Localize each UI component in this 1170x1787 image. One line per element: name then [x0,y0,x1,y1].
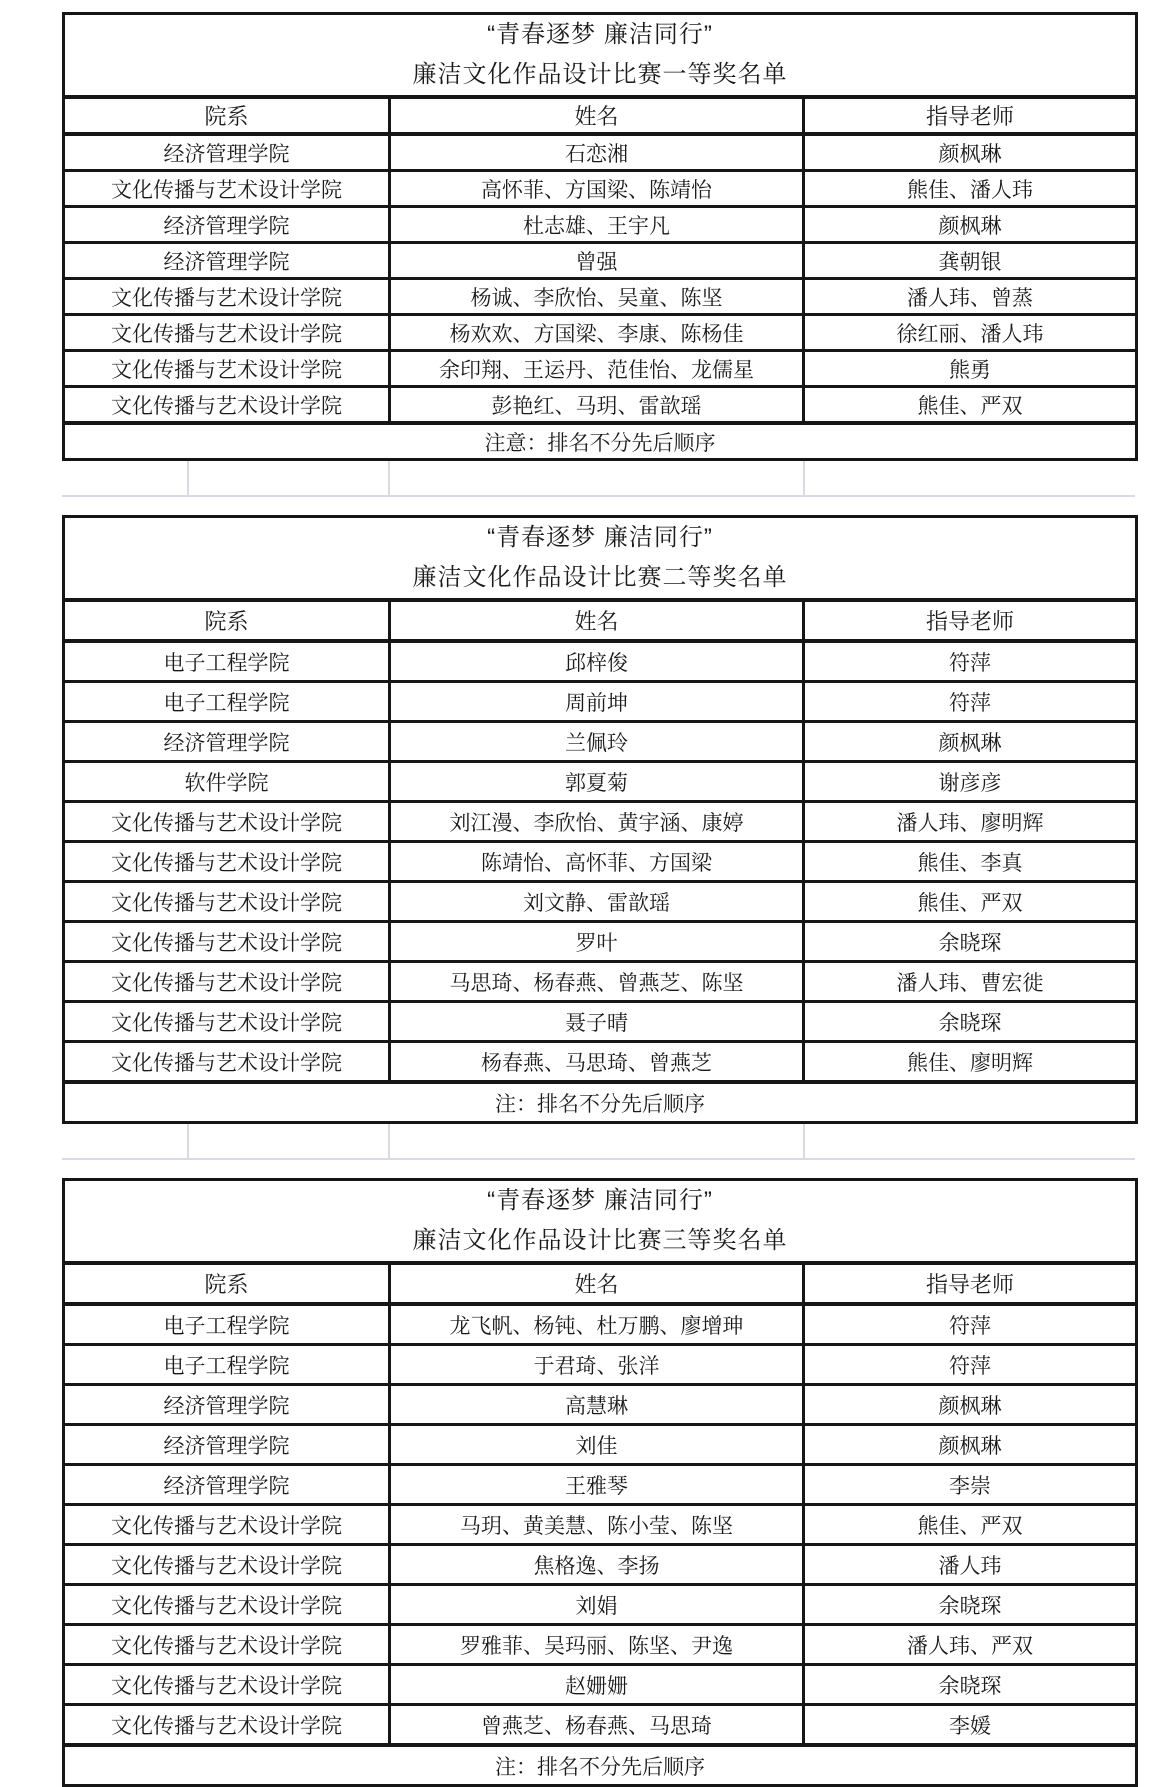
teacher-cell: 熊佳、严双 [804,1505,1137,1545]
column-header: 指导老师 [804,600,1137,641]
department-cell: 经济管理学院 [64,722,390,762]
names-cell: 罗雅菲、吴玛丽、陈坚、尹逸 [390,1625,804,1665]
table-title-line1: “青春逐梦 廉洁同行” [487,21,713,48]
table-row [64,1505,1137,1545]
department-cell: 文化传播与艺术设计学院 [64,922,390,962]
teacher-cell: 颜枫琳 [804,722,1137,762]
table-row [64,1625,1137,1665]
spreadsheet-gap-strip [62,461,1135,497]
names-cell: 赵姗姗 [390,1665,804,1705]
column-header: 院系 [64,97,390,134]
names-cell: 王雅琴 [390,1465,804,1505]
teacher-cell: 熊佳、严双 [804,882,1137,922]
teacher-cell: 潘人玮、廖明辉 [804,802,1137,842]
names-cell: 杨春燕、马思琦、曾燕芝 [390,1042,804,1083]
title-row [64,14,1137,98]
department-cell: 文化传播与艺术设计学院 [64,882,390,922]
teacher-cell: 颜枫琳 [804,134,1137,171]
teacher-cell: 符萍 [804,682,1137,722]
table-footnote: 注意：排名不分先后顺序 [64,423,1137,460]
department-cell: 文化传播与艺术设计学院 [64,279,390,315]
department-cell: 电子工程学院 [64,682,390,722]
spreadsheet-gap-strip [62,1124,1135,1160]
teacher-cell: 余晓琛 [804,1585,1137,1625]
names-cell: 刘文静、雷歆瑶 [390,882,804,922]
table-row [64,641,1137,682]
table-row [64,1465,1137,1505]
names-cell: 石恋湘 [390,134,804,171]
table-row [64,882,1137,922]
header-row [64,600,1137,641]
award-table-second-prize [62,515,1135,1124]
teacher-cell: 符萍 [804,1345,1137,1385]
table-footnote: 注：排名不分先后顺序 [64,1745,1137,1786]
department-cell: 文化传播与艺术设计学院 [64,171,390,207]
table-row [64,1002,1137,1042]
table-row [64,171,1137,207]
table-row [64,1425,1137,1465]
department-cell: 经济管理学院 [64,207,390,243]
department-cell: 文化传播与艺术设计学院 [64,1505,390,1545]
teacher-cell: 余晓琛 [804,922,1137,962]
header-row [64,97,1137,134]
table-row [64,922,1137,962]
names-cell: 焦格逸、李扬 [390,1545,804,1585]
department-cell: 文化传播与艺术设计学院 [64,1042,390,1083]
department-cell: 文化传播与艺术设计学院 [64,962,390,1002]
names-cell: 马思琦、杨春燕、曾燕芝、陈坚 [390,962,804,1002]
table-row [64,351,1137,387]
names-cell: 高怀菲、方国梁、陈靖怡 [390,171,804,207]
table-row [64,1385,1137,1425]
title-row [64,517,1137,601]
table-title-line2: 廉洁文化作品设计比赛一等奖名单 [412,61,788,88]
department-cell: 经济管理学院 [64,1425,390,1465]
table-footnote: 注：排名不分先后顺序 [64,1082,1137,1123]
department-cell: 文化传播与艺术设计学院 [64,315,390,351]
table-row [64,134,1137,171]
teacher-cell: 谢彦彦 [804,762,1137,802]
department-cell: 文化传播与艺术设计学院 [64,802,390,842]
names-cell: 于君琦、张洋 [390,1345,804,1385]
teacher-cell: 熊勇 [804,351,1137,387]
faint-gridline [388,461,390,495]
names-cell: 杜志雄、王宇凡 [390,207,804,243]
table-row [64,1345,1137,1385]
award-grid [62,12,1138,461]
award-grid [62,1178,1138,1787]
table-title [64,1180,1137,1264]
title-row [64,1180,1137,1264]
column-header: 姓名 [390,97,804,134]
table-row [64,243,1137,279]
faint-gridline [187,461,189,495]
department-cell: 文化传播与艺术设计学院 [64,1002,390,1042]
column-header: 姓名 [390,600,804,641]
department-cell: 文化传播与艺术设计学院 [64,842,390,882]
teacher-cell: 潘人玮 [804,1545,1137,1585]
table-title-line1: “青春逐梦 廉洁同行” [487,524,713,551]
names-cell: 杨欢欢、方国梁、李康、陈杨佳 [390,315,804,351]
department-cell: 经济管理学院 [64,1385,390,1425]
names-cell: 杨诚、李欣怡、吴童、陈坚 [390,279,804,315]
names-cell: 龙飞帆、杨钝、杜万鹏、廖增珅 [390,1304,804,1345]
award-grid [62,515,1138,1124]
names-cell: 刘江漫、李欣怡、黄宇涵、康婷 [390,802,804,842]
table-row [64,1545,1137,1585]
table-title-line1: “青春逐梦 廉洁同行” [487,1187,713,1214]
table-row [64,1042,1137,1083]
names-cell: 曾燕芝、杨春燕、马思琦 [390,1705,804,1746]
teacher-cell: 潘人玮、曹宏徙 [804,962,1137,1002]
names-cell: 邱梓俊 [390,641,804,682]
table-row [64,802,1137,842]
faint-gridline [187,1124,189,1158]
teacher-cell: 颜枫琳 [804,1385,1137,1425]
department-cell: 电子工程学院 [64,1345,390,1385]
teacher-cell: 熊佳、潘人玮 [804,171,1137,207]
table-body [64,641,1137,1082]
department-cell: 文化传播与艺术设计学院 [64,1705,390,1746]
table-row [64,1705,1137,1746]
footer-row [64,1745,1137,1786]
table-title-line2: 廉洁文化作品设计比赛二等奖名单 [412,564,788,591]
table-title [64,14,1137,98]
teacher-cell: 符萍 [804,1304,1137,1345]
names-cell: 刘娟 [390,1585,804,1625]
department-cell: 文化传播与艺术设计学院 [64,1585,390,1625]
footer-row [64,423,1137,460]
names-cell: 兰佩玲 [390,722,804,762]
column-header: 院系 [64,600,390,641]
teacher-cell: 李崇 [804,1465,1137,1505]
teacher-cell: 熊佳、严双 [804,387,1137,424]
names-cell: 罗叶 [390,922,804,962]
award-table-first-prize [62,12,1135,461]
faint-gridline [803,1124,805,1158]
department-cell: 软件学院 [64,762,390,802]
names-cell: 彭艳红、马玥、雷歆瑶 [390,387,804,424]
names-cell: 马玥、黄美慧、陈小莹、陈坚 [390,1505,804,1545]
footer-row [64,1082,1137,1123]
column-header: 指导老师 [804,97,1137,134]
teacher-cell: 潘人玮、曾蒸 [804,279,1137,315]
table-title-line2: 廉洁文化作品设计比赛三等奖名单 [412,1227,788,1254]
department-cell: 文化传播与艺术设计学院 [64,387,390,424]
department-cell: 电子工程学院 [64,641,390,682]
table-row [64,682,1137,722]
teacher-cell: 余晓琛 [804,1665,1137,1705]
department-cell: 文化传播与艺术设计学院 [64,1665,390,1705]
table-row [64,1585,1137,1625]
teacher-cell: 熊佳、廖明辉 [804,1042,1137,1083]
faint-gridline [388,1124,390,1158]
header-row [64,1263,1137,1304]
teacher-cell: 余晓琛 [804,1002,1137,1042]
table-row [64,387,1137,424]
department-cell: 文化传播与艺术设计学院 [64,1545,390,1585]
department-cell: 电子工程学院 [64,1304,390,1345]
column-header: 姓名 [390,1263,804,1304]
table-row [64,962,1137,1002]
table-body [64,134,1137,423]
teacher-cell: 李媛 [804,1705,1137,1746]
names-cell: 曾强 [390,243,804,279]
department-cell: 文化传播与艺术设计学院 [64,351,390,387]
teacher-cell: 潘人玮、严双 [804,1625,1137,1665]
names-cell: 余印翔、王运丹、范佳怡、龙儒星 [390,351,804,387]
table-row [64,722,1137,762]
department-cell: 经济管理学院 [64,134,390,171]
table-row [64,315,1137,351]
table-row [64,842,1137,882]
names-cell: 刘佳 [390,1425,804,1465]
names-cell: 高慧琳 [390,1385,804,1425]
award-table-third-prize [62,1178,1135,1787]
table-body [64,1304,1137,1745]
teacher-cell: 符萍 [804,641,1137,682]
department-cell: 文化传播与艺术设计学院 [64,1625,390,1665]
table-row [64,1665,1137,1705]
names-cell: 郭夏菊 [390,762,804,802]
department-cell: 经济管理学院 [64,243,390,279]
department-cell: 经济管理学院 [64,1465,390,1505]
table-row [64,1304,1137,1345]
teacher-cell: 颜枫琳 [804,1425,1137,1465]
column-header: 院系 [64,1263,390,1304]
names-cell: 聂子晴 [390,1002,804,1042]
table-row [64,279,1137,315]
table-title [64,517,1137,601]
faint-gridline [803,461,805,495]
names-cell: 周前坤 [390,682,804,722]
teacher-cell: 熊佳、李真 [804,842,1137,882]
table-row [64,762,1137,802]
tables-container [62,12,1135,1787]
names-cell: 陈靖怡、高怀菲、方国梁 [390,842,804,882]
table-row [64,207,1137,243]
teacher-cell: 龚朝银 [804,243,1137,279]
teacher-cell: 颜枫琳 [804,207,1137,243]
teacher-cell: 徐红丽、潘人玮 [804,315,1137,351]
column-header: 指导老师 [804,1263,1137,1304]
